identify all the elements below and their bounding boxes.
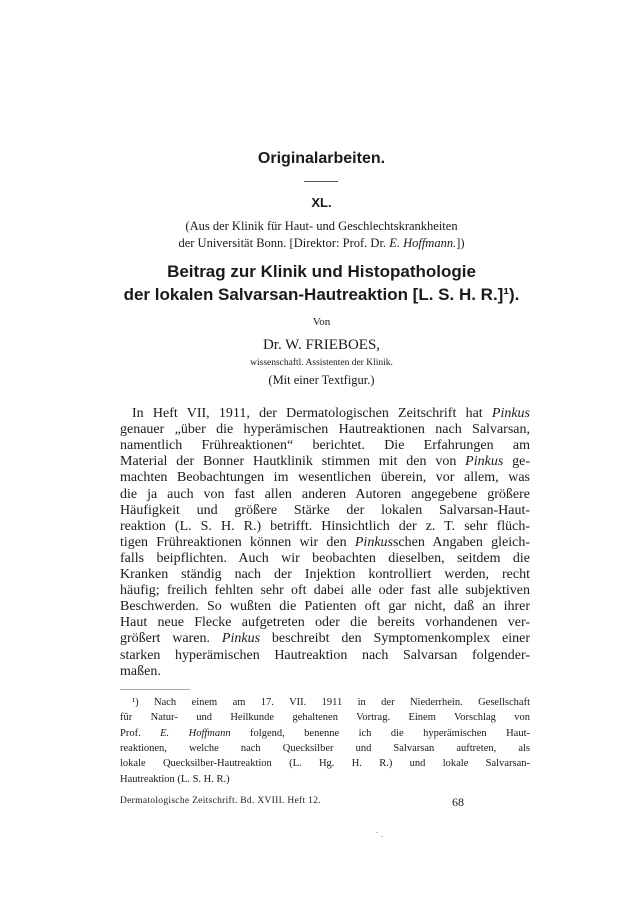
text-run: falls beipflichten. Auch wir beobachten dieselben, seitdem die <box>120 550 530 566</box>
article-title-line-1: Beitrag zur Klinik und Histopathologie <box>167 262 476 281</box>
text-run: folgend, benenne ich die hyperämischen Haut- <box>230 727 530 739</box>
page-number: 68 <box>452 795 464 809</box>
scan-speck <box>376 832 378 833</box>
text-run: schen Angaben gleich- <box>392 534 530 550</box>
body-line <box>120 470 530 486</box>
text-run: beschreibt den Symptomenkomplex einer <box>260 631 530 647</box>
text-run: reaktion (L. S. H. R.) betrifft. Hinsichtlich der z. T. sehr flüch- <box>120 518 530 534</box>
footnote-line <box>132 696 530 709</box>
body-line <box>132 406 530 422</box>
journal-footer: Dermatologische Zeitschrift. Bd. XVIII. Heft 12. <box>120 796 321 806</box>
byline-von: Von <box>312 316 331 328</box>
emphasis-text: Pinkus <box>491 406 530 421</box>
article-title-line-2: der lokalen Salvarsan-Hautreaktion [L. S. H. R.]¹). <box>123 285 520 304</box>
footnote-line <box>120 742 530 755</box>
text-run: Häufigkeit und größere Stärke der lokalen Salvarsan-Haut- <box>120 502 530 518</box>
body-line <box>120 454 530 470</box>
body-line <box>120 503 530 519</box>
text-run: größert waren. <box>120 631 222 647</box>
body-line <box>120 664 530 680</box>
text-run: ge- <box>503 454 530 470</box>
footnote-line <box>120 773 530 786</box>
scan-speck <box>381 836 383 837</box>
director-name: E. Hoffmann. <box>389 236 457 250</box>
text-run: starken hyperämischen Hautreaktion nach Salvarsan folgender- <box>120 647 530 663</box>
text-run: Kranken ständig nach der Injektion kontrolliert werden, recht <box>120 567 530 582</box>
footnote-rule <box>120 689 190 690</box>
text-run: Haut neue Flecke aufgetreten oder die bereits vorhandenen ver- <box>120 615 530 631</box>
body-line <box>120 438 530 454</box>
affiliation-line-1: (Aus der Klinik für Haut- und Geschlechtskrankheiten <box>185 219 458 233</box>
body-line <box>120 567 530 583</box>
text-run: die ja auch von fast allen anderen Autoren angegebene größere <box>120 486 530 502</box>
text-run: Material der Bonner Hautklinik stimmen mit den von <box>120 454 466 470</box>
text-run: Prof. <box>120 727 161 739</box>
text-run: maßen. <box>120 663 161 679</box>
section-title: Originalarbeiten. <box>257 150 386 167</box>
text-run: In Heft VII, 1911, der Dermatologischen Zeitschrift hat <box>132 406 492 421</box>
emphasis-text: E. Hoffmann <box>160 727 231 739</box>
footnote-line <box>120 711 530 724</box>
text-run: reaktionen, welche nach Quecksilber und Salvarsan auftreten, als <box>120 742 530 754</box>
body-line <box>120 648 530 664</box>
body-line <box>120 519 530 535</box>
affiliation-prefix: der Universität Bonn. [Direktor: Prof. Dr. <box>178 236 390 250</box>
article-number: XL. <box>311 195 332 210</box>
text-run: ¹) Nach einem am 17. VII. 1911 in der Niederrhein. Gesellschaft <box>132 697 530 708</box>
figure-note: (Mit einer Textfigur.) <box>268 373 375 387</box>
affiliation-line-2 <box>0 236 643 251</box>
body-line <box>120 422 530 438</box>
body-line <box>120 631 530 647</box>
text-run: für Natur- und Heilkunde gehaltenen Vortrag. Einem Vorschlag von <box>120 712 530 724</box>
text-run: tigen Frühreaktionen können wir den <box>120 534 355 550</box>
text-run: genauer „über die hyperämischen Hautreaktionen nach Salvarsan, <box>120 422 530 438</box>
body-line <box>120 599 530 615</box>
body-line <box>120 487 530 503</box>
emphasis-text: Pinkus <box>465 454 504 470</box>
footnote-line <box>120 727 530 740</box>
text-run: namentlich Frühreaktionen“ berichtet. Die Erfahrungen am <box>120 438 530 454</box>
body-line <box>120 551 530 567</box>
text-run: Beschwerden. So wußten die Patienten oft gar nicht, daß an ihrer <box>120 599 530 615</box>
body-line <box>120 583 530 599</box>
footnote-line <box>120 757 530 770</box>
affiliation-suffix: ]) <box>456 236 465 250</box>
text-run: Hautreaktion (L. S. H. R.) <box>120 773 230 785</box>
body-line <box>120 535 530 551</box>
author-position: wissenschaftl. Assistenten der Klinik. <box>250 358 393 368</box>
section-rule <box>304 181 338 182</box>
emphasis-text: Pinkus <box>221 631 261 647</box>
text-run: häufig; freilich fehlten sehr oft dabei alle oder fast alle subjektiven <box>120 583 530 599</box>
author-name: Dr. W. FRIEBOES, <box>262 337 381 353</box>
emphasis-text: Pinkus <box>354 534 393 550</box>
body-line <box>120 615 530 631</box>
text-run: lokale Quecksilber-Hautreaktion (L. Hg. H. R.) und lokale Salvarsan- <box>120 758 530 770</box>
text-run: machten Beobachtungen im wesentlichen überein, vor allem, was <box>120 470 530 486</box>
